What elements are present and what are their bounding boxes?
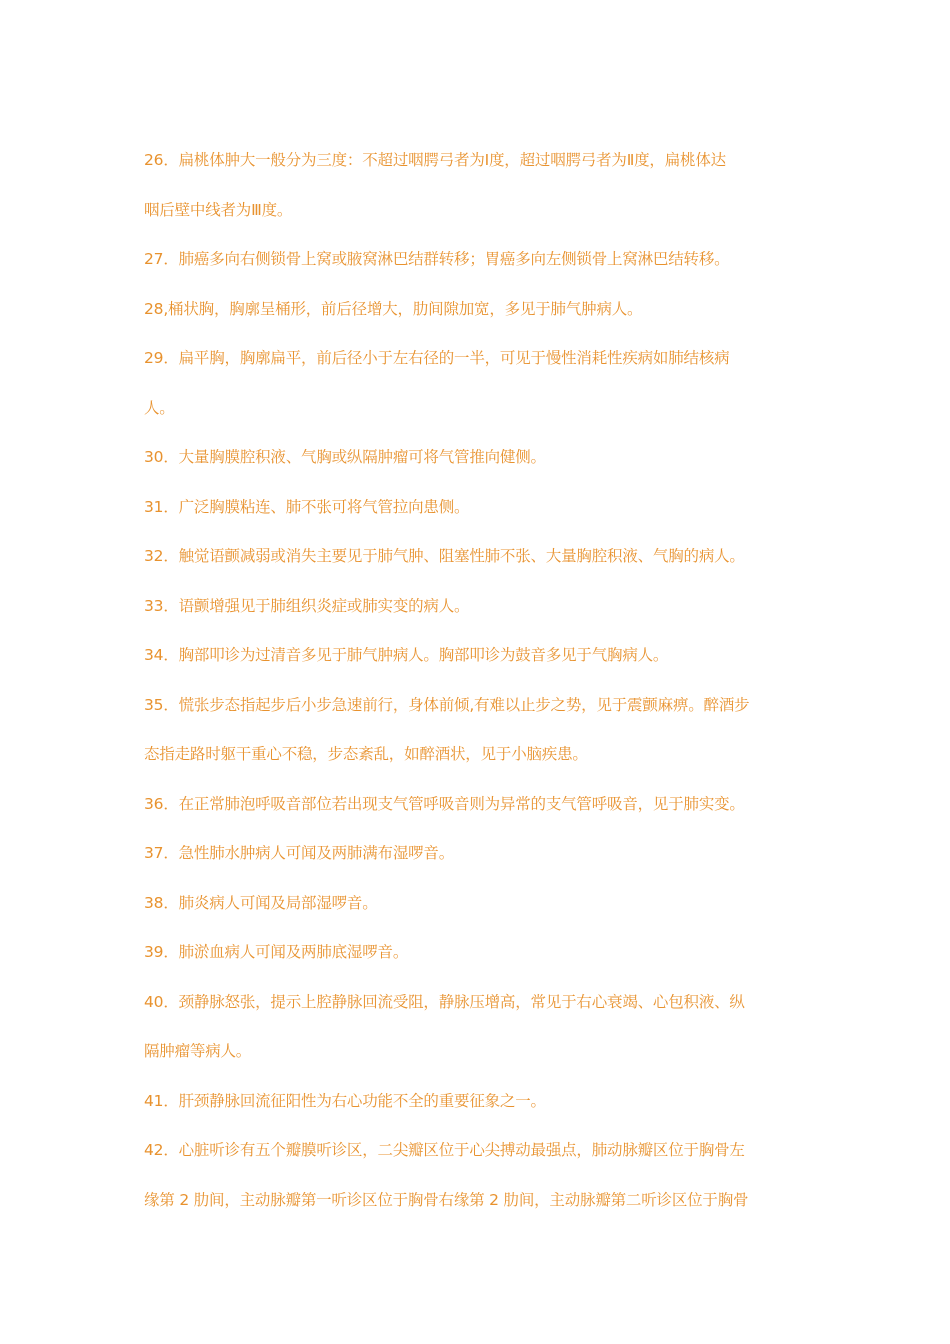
list-item-41 (144, 1077, 808, 1127)
text-line: 37．急性肺水肿病人可闻及两肺满布湿啰音。 (144, 844, 455, 862)
list-item-37 (144, 829, 808, 879)
list-item-31 (144, 483, 808, 533)
text-line: 38．肺炎病人可闻及局部湿啰音。 (144, 893, 378, 912)
text-line: 42．心脏听诊有五个瓣膜听诊区，二尖瓣区位于心尖搏动最强点，肺动脉瓣区位于胸骨左 (144, 1141, 745, 1159)
text-line: 隔肿瘤等病人。 (144, 1042, 252, 1060)
list-item-35 (144, 681, 808, 780)
text-line: 咽后壁中线者为Ⅲ度。 (144, 200, 293, 219)
text-line: 36．在正常肺泡呼吸音部位若出现支气管呼吸音则为异常的支气管呼吸音，见于肺实变。 (144, 794, 745, 813)
text-line: 27．肺癌多向右侧锁骨上窝或腋窝淋巴结群转移；胃癌多向左侧锁骨上窝淋巴结转移。 (144, 250, 730, 268)
text-line: 态指走路时躯干重心不稳，步态紊乱，如醉酒状，见于小脑疾患。 (144, 745, 588, 763)
list-item-29 (144, 334, 808, 433)
list-item-39 (144, 928, 808, 978)
text-line: 人。 (144, 398, 175, 417)
text-line: 35．慌张步态指起步后小步急速前行，身体前倾,有难以止步之势，见于震颤麻痹。醉酒步 (144, 695, 750, 714)
text-line: 33．语颤增强见于肺组织炎症或肺实变的病人。 (144, 596, 470, 615)
list-item-28 (144, 285, 808, 335)
text-line: 32．触觉语颤减弱或消失主要见于肺气肿、阻塞性肺不张、大量胸腔积液、气胸的病人。 (144, 547, 745, 565)
text-line: 28,桶状胸，胸廓呈桶形，前后径增大，肋间隙加宽，多见于肺气肿病人。 (144, 299, 643, 318)
text-line: 34．胸部叩诊为过清音多见于肺气肿病人。胸部叩诊为鼓音多见于气胸病人。 (144, 646, 669, 664)
list-item-34 (144, 631, 808, 681)
list-item-27 (144, 235, 808, 285)
text-line: 缘第 2 肋间，主动脉瓣第一听诊区位于胸骨右缘第 2 肋间，主动脉瓣第二听诊区位于胸骨 (144, 1190, 749, 1209)
list-item-26 (144, 136, 808, 235)
text-line: 41．肝颈静脉回流征阳性为右心功能不全的重要征象之一。 (144, 1091, 546, 1110)
list-item-30 (144, 433, 808, 483)
list-item-38 (144, 879, 808, 929)
list-item-32 (144, 532, 808, 582)
text-line: 26．扁桃体肿大一般分为三度：不超过咽腭弓者为Ⅰ度，超过咽腭弓者为Ⅱ度，扁桃体达 (144, 151, 726, 169)
list-item-33 (144, 582, 808, 632)
list-item-42 (144, 1126, 808, 1225)
list-item-40 (144, 978, 808, 1077)
text-line: 31．广泛胸膜粘连、肺不张可将气管拉向患侧。 (144, 497, 470, 516)
text-line: 40．颈静脉怒张，提示上腔静脉回流受阻，静脉压增高，常见于右心衰竭、心包积液、纵 (144, 992, 745, 1011)
numbered-list (144, 136, 808, 1225)
text-line: 30．大量胸膜腔积液、气胸或纵隔肿瘤可将气管推向健侧。 (144, 448, 546, 466)
list-item-36 (144, 780, 808, 830)
text-line: 39．肺淤血病人可闻及两肺底湿啰音。 (144, 943, 409, 961)
text-line: 29．扁平胸，胸廓扁平，前后径小于左右径的一半，可见于慢性消耗性疾病如肺结核病 (144, 349, 730, 367)
